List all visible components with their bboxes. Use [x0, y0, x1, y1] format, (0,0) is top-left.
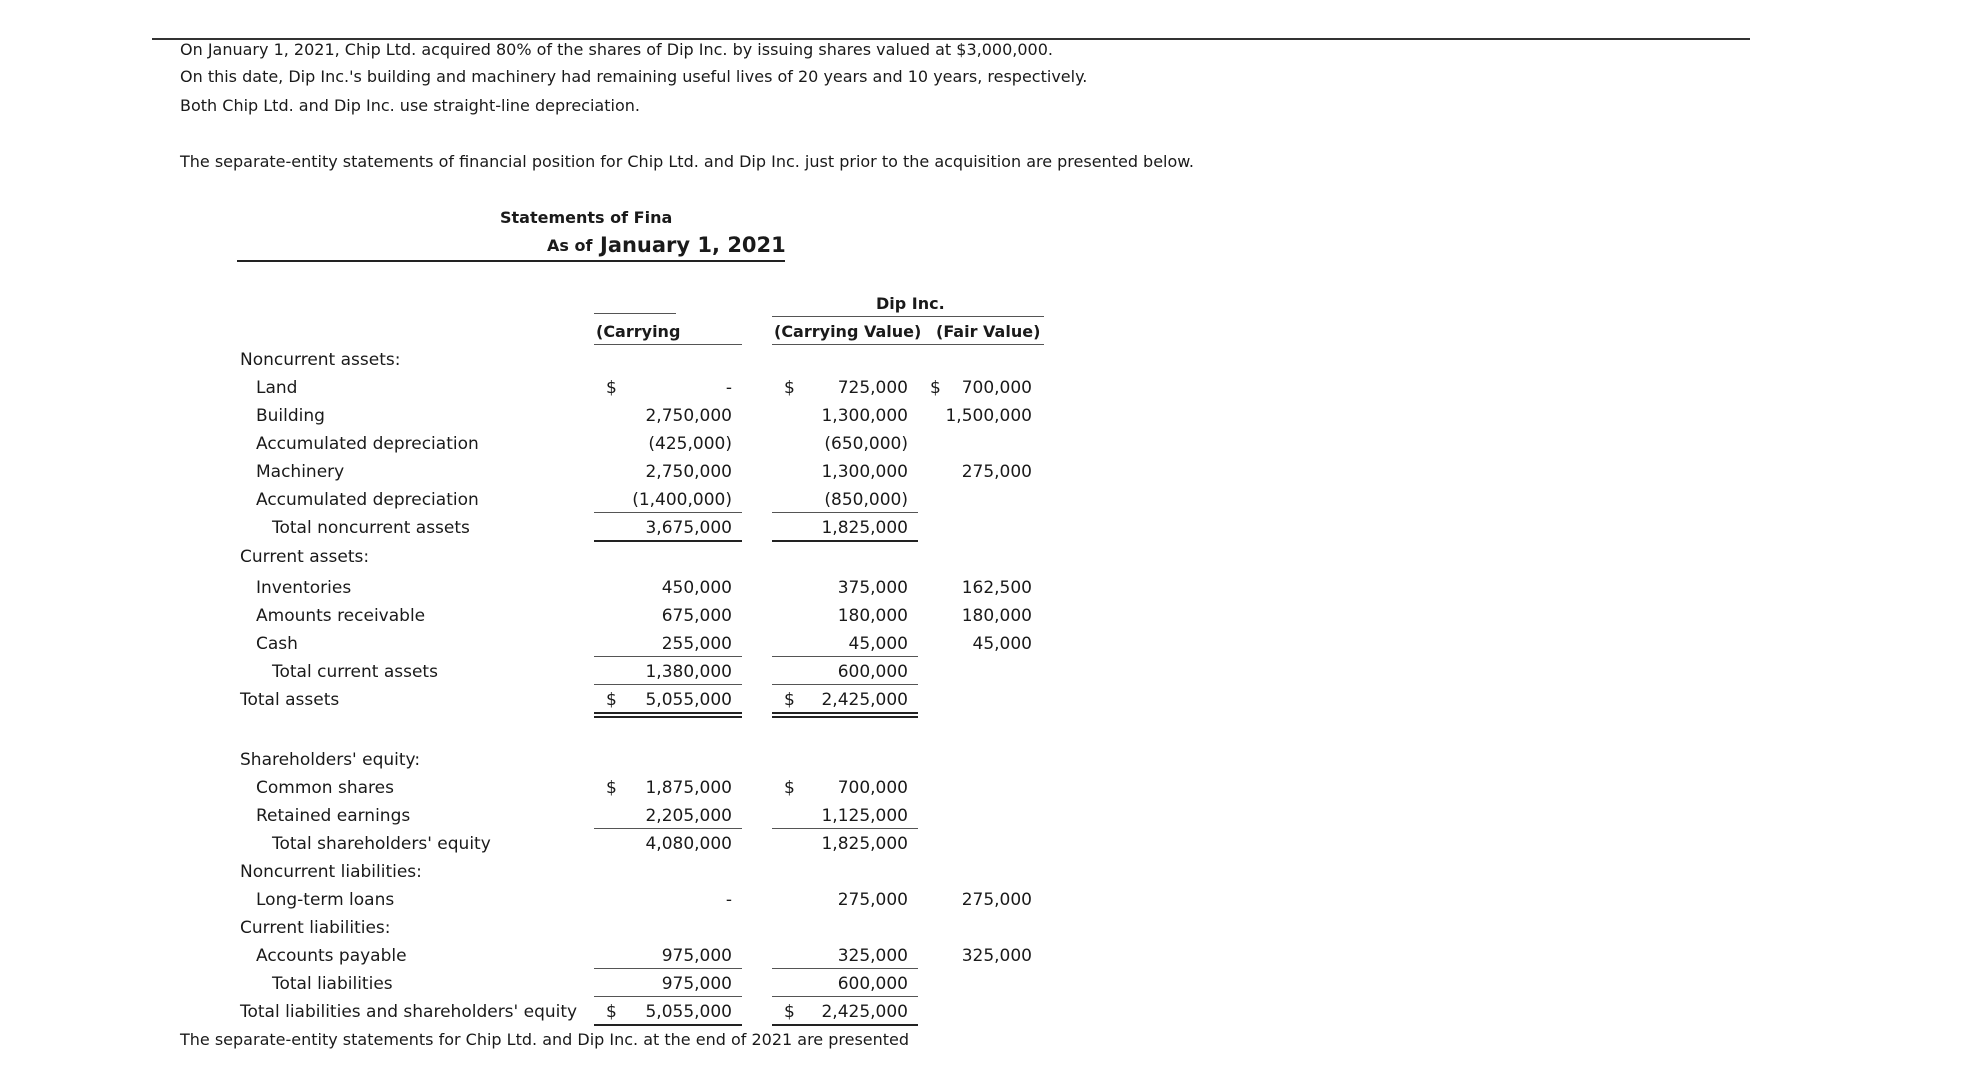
dip-fv-building: 1,500,000 [945, 406, 1032, 426]
dip-total-le-dollar: $ [784, 1002, 795, 1022]
row-accdep1-label: Accumulated depreciation [256, 434, 479, 454]
dip-cv-receivable: 180,000 [837, 606, 908, 626]
chip-total-le-dollar: $ [606, 1002, 617, 1022]
rule-total-ca-chip [594, 684, 742, 685]
row-land-label: Land [256, 378, 298, 398]
rule-ca-chip [594, 656, 742, 657]
dip-common-dollar: $ [784, 778, 795, 798]
rule-equity-dip [772, 828, 918, 829]
chip-total-equity: 4,080,000 [645, 834, 732, 854]
chip-machinery: 2,750,000 [645, 462, 732, 482]
rule-payable-chip [594, 968, 742, 969]
row-total-liab-label: Total liabilities [272, 974, 393, 994]
dip-col-rule [772, 344, 1044, 345]
intro-line-4: The separate-entity statements of financial position for Chip Ltd. and Dip Inc. just prior to the acquisition are presented below. [180, 152, 1194, 171]
rule-total-assets-dip-1 [772, 712, 918, 714]
chip-accdep2: (1,400,000) [632, 490, 732, 510]
header-rule [237, 260, 785, 262]
chip-total-assets: 5,055,000 [645, 690, 732, 710]
chip-accdep1: (425,000) [648, 434, 732, 454]
chip-col-rule [594, 344, 742, 345]
dip-fv-inventories: 162,500 [961, 578, 1032, 598]
dip-cv-total-le: 2,425,000 [821, 1002, 908, 1022]
chip-common: 1,875,000 [645, 778, 732, 798]
rule-total-assets-chip-2 [594, 716, 742, 718]
row-total-assets-label: Total assets [240, 690, 340, 710]
dip-cv-retained: 1,125,000 [821, 806, 908, 826]
statement-date-prefix: As of [547, 236, 593, 255]
row-retained-label: Retained earnings [256, 806, 411, 826]
rule-nca-chip [594, 512, 742, 513]
col-chip-carrying: (Carrying [596, 322, 681, 341]
dip-total-assets-dollar: $ [784, 690, 795, 710]
section-current-assets: Current assets: [240, 547, 370, 567]
chip-retained: 2,205,000 [645, 806, 732, 826]
dip-cv-total-ca: 600,000 [837, 662, 908, 682]
dip-header-rule [772, 316, 1044, 317]
row-cash-label: Cash [256, 634, 298, 654]
row-inventories-label: Inventories [256, 578, 352, 598]
dip-cv-total-equity: 1,825,000 [821, 834, 908, 854]
dip-fv-payable: 325,000 [961, 946, 1032, 966]
dip-fv-machinery: 275,000 [961, 462, 1032, 482]
chip-total-liab: 975,000 [661, 974, 732, 994]
section-current-liab: Current liabilities: [240, 918, 391, 938]
chip-land-dollar: $ [606, 378, 617, 398]
row-receivable-label: Amounts receivable [256, 606, 426, 626]
rule-total-assets-chip-1 [594, 712, 742, 714]
dip-cv-payable: 325,000 [837, 946, 908, 966]
dip-fv-land: 700,000 [961, 378, 1032, 398]
chip-total-le: 5,055,000 [645, 1002, 732, 1022]
rule-payable-dip [772, 968, 918, 969]
intro-line-2: On this date, Dip Inc.'s building and machinery had remaining useful lives of 20 years and 10 years, respectively. [180, 67, 1088, 86]
chip-header-rule [594, 313, 676, 314]
row-total-le-label: Total liabilities and shareholders' equity [240, 1002, 578, 1022]
row-total-ca-label: Total current assets [272, 662, 438, 682]
row-machinery-label: Machinery [256, 462, 345, 482]
chip-payable: 975,000 [661, 946, 732, 966]
row-total-nca-label: Total noncurrent assets [272, 518, 470, 538]
statement-date: January 1, 2021 [600, 233, 786, 257]
footer-text: The separate-entity statements for Chip Ltd. and Dip Inc. at the end of 2021 are presented [180, 1030, 910, 1049]
rule-total-le-dip [772, 1024, 918, 1026]
rule-total-nca-chip [594, 540, 742, 542]
dip-cv-machinery: 1,300,000 [821, 462, 908, 482]
dip-cv-total-liab: 600,000 [837, 974, 908, 994]
rule-total-nca-dip [772, 540, 918, 542]
col-dip-fair: (Fair Value) [936, 322, 1041, 341]
intro-line-3: Both Chip Ltd. and Dip Inc. use straight-line depreciation. [180, 96, 640, 115]
chip-inventories: 450,000 [661, 578, 732, 598]
col-dip-carrying: (Carrying Value) [774, 322, 922, 341]
dip-cv-total-nca: 1,825,000 [821, 518, 908, 538]
dip-fv-land-dollar: $ [930, 378, 941, 398]
dip-name: Dip Inc. [876, 294, 945, 313]
row-total-equity-label: Total shareholders' equity [272, 834, 491, 854]
rule-nca-dip [772, 512, 918, 513]
chip-building: 2,750,000 [645, 406, 732, 426]
chip-loans: - [725, 890, 732, 910]
rule-total-liab-chip [594, 996, 742, 997]
dip-fv-cash: 45,000 [972, 634, 1032, 654]
section-noncurrent-assets: Noncurrent assets: [240, 350, 401, 370]
chip-cash: 255,000 [661, 634, 732, 654]
dip-cv-building: 1,300,000 [821, 406, 908, 426]
dip-cv-loans: 275,000 [837, 890, 908, 910]
dip-cv-accdep1: (650,000) [824, 434, 908, 454]
chip-total-nca: 3,675,000 [645, 518, 732, 538]
row-building-label: Building [256, 406, 325, 426]
chip-total-ca: 1,380,000 [645, 662, 732, 682]
dip-fv-receivable: 180,000 [961, 606, 1032, 626]
rule-total-le-chip [594, 1024, 742, 1026]
statement-title: Statements of Fina [500, 208, 673, 227]
rule-equity-chip [594, 828, 742, 829]
chip-receivable: 675,000 [661, 606, 732, 626]
section-equity: Shareholders' equity: [240, 750, 421, 770]
dip-cv-inventories: 375,000 [837, 578, 908, 598]
rule-ca-dip [772, 656, 918, 657]
dip-cv-land: 725,000 [837, 378, 908, 398]
rule-total-ca-dip [772, 684, 918, 685]
chip-total-assets-dollar: $ [606, 690, 617, 710]
chip-land: - [725, 378, 732, 398]
dip-cv-cash: 45,000 [848, 634, 908, 654]
intro-line-1: On January 1, 2021, Chip Ltd. acquired 80% of the shares of Dip Inc. by issuing shares valued at $3,000,000. [180, 40, 1053, 59]
row-payable-label: Accounts payable [256, 946, 407, 966]
dip-land-dollar: $ [784, 378, 795, 398]
dip-cv-common: 700,000 [837, 778, 908, 798]
row-loans-label: Long-term loans [256, 890, 395, 910]
chip-common-dollar: $ [606, 778, 617, 798]
rule-total-liab-dip [772, 996, 918, 997]
dip-cv-total-assets: 2,425,000 [821, 690, 908, 710]
rule-total-assets-dip-2 [772, 716, 918, 718]
dip-fv-loans: 275,000 [961, 890, 1032, 910]
section-noncurrent-liab: Noncurrent liabilities: [240, 862, 422, 882]
row-common-label: Common shares [256, 778, 394, 798]
row-accdep2-label: Accumulated depreciation [256, 490, 479, 510]
dip-cv-accdep2: (850,000) [824, 490, 908, 510]
